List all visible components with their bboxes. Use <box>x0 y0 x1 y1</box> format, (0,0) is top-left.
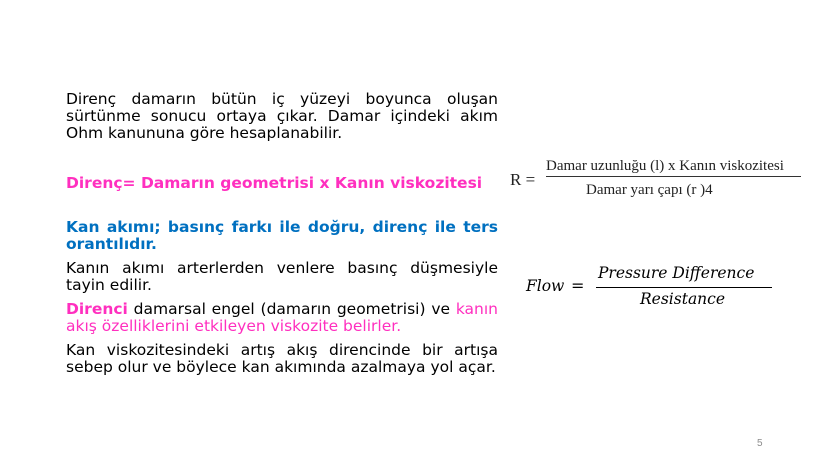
resistance-factors-middle: damarsal engel (damarın geometrisi) ve <box>127 300 456 318</box>
flow-formula <box>526 262 786 312</box>
resistance-formula-numerator: Damar uzunluğu (l) x Kanın viskozitesi <box>546 158 784 174</box>
flow-formula-lhs: Flow <box>526 277 565 295</box>
resistance-formula <box>510 155 800 205</box>
flow-formula-numerator: Pressure Difference <box>598 264 755 282</box>
paragraph-resistance-formula: Direnç= Damarın geometrisi x Kanın viskozitesi <box>66 174 483 192</box>
resistance-fraction-bar <box>546 176 801 177</box>
page-number: 5 <box>757 438 763 449</box>
flow-formula-equals: = <box>571 276 585 295</box>
term-direnci: Direnci <box>66 300 128 318</box>
paragraph-resistance-factors <box>66 301 498 335</box>
paragraph-flow-direction: Kanın akımı arterlerden venlere basınç düşmesiyle tayin edilir. <box>66 259 498 294</box>
flow-formula-denominator: Resistance <box>640 290 726 308</box>
resistance-factors-highlight: kanın akış özelliklerini etkileyen viskozite belirler. <box>66 300 498 335</box>
resistance-formula-lhs: R = <box>510 170 536 189</box>
paragraph-viscosity-effect: Kan viskozitesindeki artış akış direncinde bir artışa sebep olur ve böylece kan akımında azalmaya yol açar. <box>66 341 498 376</box>
flow-fraction-bar <box>596 287 772 288</box>
text-column <box>66 88 498 376</box>
paragraph-resistance-definition: Direnç damarın bütün iç yüzeyi boyunca oluşan sürtünme sonucu ortaya çıkar. Damar içindeki akım Ohm kanununa göre hesaplanabilir. <box>66 90 498 142</box>
resistance-formula-denominator: Damar yarı çapı (r )4 <box>586 182 713 198</box>
paragraph-blood-flow-proportionality: Kan akımı; basınç farkı ile doğru, direnç ile ters orantılıdır. <box>66 218 498 253</box>
